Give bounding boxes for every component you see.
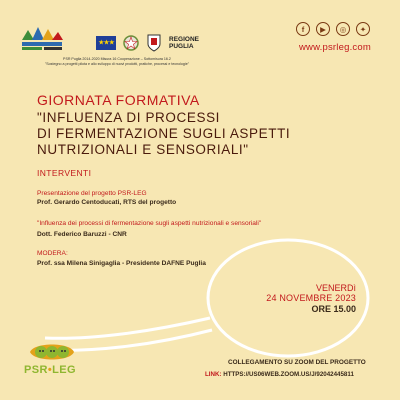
zoom-heading: COLLEGAMENTO SU ZOOM DEL PROGETTO [228, 359, 366, 366]
zoom-link-row [205, 371, 354, 378]
facebook-icon[interactable]: f [296, 22, 310, 36]
event-time: ORE 15.00 [311, 304, 356, 314]
event-title-line1: "INFLUENZA DI PROCESSI [37, 110, 221, 125]
psr-puglia-logo [20, 24, 64, 56]
psr-leg-pea-pod-icon [28, 340, 76, 364]
program-caption [12, 57, 222, 66]
intervention-2-speaker: Dott. Federico Baruzzi - CNR [37, 231, 127, 238]
website-link[interactable]: www.psrleg.com [299, 42, 371, 53]
event-day: VENERDì [315, 283, 356, 293]
social-links [296, 22, 370, 36]
event-title [37, 110, 367, 158]
regione-puglia-emblem-icon [146, 34, 162, 52]
psr-leg-brand [24, 364, 76, 376]
moderator-label: MODERA: [37, 250, 68, 257]
intervention-2-title: "Influenza dei processi di fermentazione sugli aspetti nutrizionali e sensoriali" [37, 220, 262, 227]
event-date: 24 NOVEMBRE 2023 [266, 293, 356, 303]
italian-republic-emblem-icon [123, 34, 139, 52]
brand-suffix: LEG [52, 364, 76, 376]
event-type: GIORNATA FORMATIVA [37, 92, 200, 108]
youtube-icon[interactable]: ▶ [316, 22, 330, 36]
intervention-1-title: Presentazione del progetto PSR-LEG [37, 190, 147, 197]
regione-puglia-label [169, 36, 199, 50]
program-caption-line1: PSR Puglia 2014-2020 Misura 16 Cooperazione – Sottomisura 16.2 [63, 57, 171, 61]
regione-label-line1: REGIONE [169, 36, 199, 43]
eu-flag-icon: ★★★ [96, 36, 116, 50]
brand-prefix: PSR [24, 364, 48, 376]
instagram-icon[interactable]: ◎ [336, 22, 350, 36]
brand-separator: • [47, 364, 53, 376]
zoom-link-url[interactable]: HTTPS://US06WEB.ZOOM.US/J/92042445811 [223, 371, 354, 378]
regione-label-line2: PUGLIA [169, 43, 194, 50]
twitter-icon[interactable]: ✦ [356, 22, 370, 36]
event-title-line2: DI FERMENTAZIONE SUGLI ASPETTI [37, 126, 291, 141]
event-title-line3: NUTRIZIONALI E SENSORIALI" [37, 142, 249, 157]
intervention-1-speaker: Prof. Gerardo Centoducati, RTS del progetto [37, 199, 177, 206]
program-caption-line2: "Sostegno a progetti pilota e allo sviluppo di nuovi prodotti, pratiche, processi e tecnologie" [45, 61, 189, 66]
moderator-name: Prof. ssa Milena Sinigaglia - Presidente DAFNE Puglia [37, 260, 206, 267]
institution-logos [96, 34, 199, 52]
zoom-link-label: LINK: [205, 371, 222, 378]
interventions-label: INTERVENTI [37, 168, 92, 178]
